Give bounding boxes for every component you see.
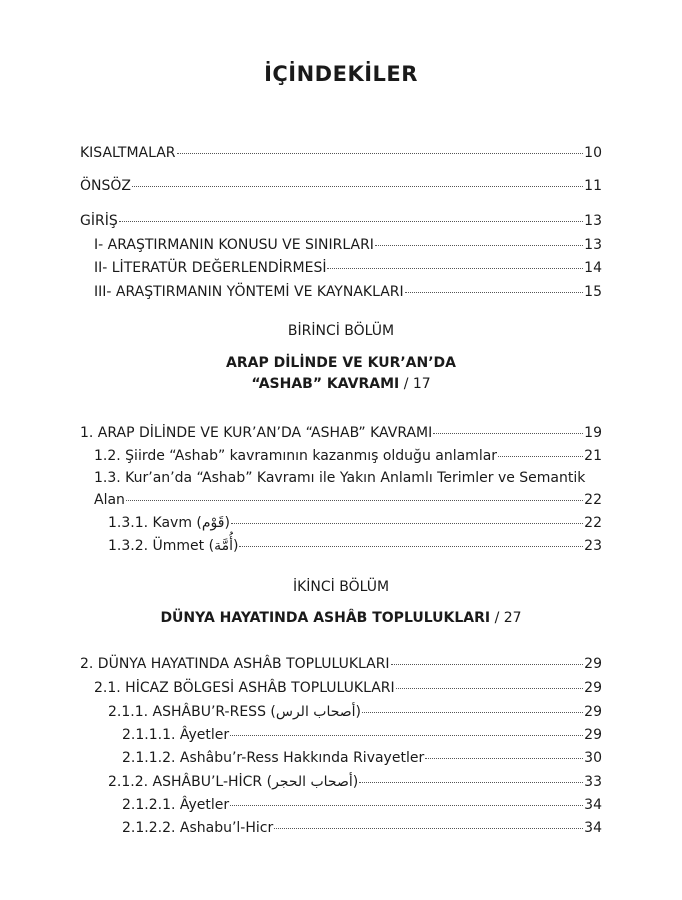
toc-entry-page: 29 — [584, 704, 602, 720]
toc-entry-page: 22 — [584, 492, 602, 508]
toc-entry-1-3-1[interactable] — [108, 513, 602, 533]
arabic-term: (أُمَّة) — [208, 538, 239, 554]
dot-leader — [362, 712, 583, 713]
dot-leader — [405, 292, 584, 293]
toc-entry-page: 29 — [584, 656, 602, 672]
toc-entry-label: II- LİTERATÜR DEĞERLENDİRMESİ — [94, 260, 327, 276]
toc-entry-page: 30 — [584, 750, 602, 766]
toc-entry-2-1[interactable] — [94, 678, 602, 698]
page-title: İÇİNDEKİLER — [264, 62, 418, 86]
toc-entry-page: 29 — [584, 727, 602, 743]
toc-entry-2-1-1-1[interactable] — [122, 725, 602, 745]
toc-entry-onsoz[interactable] — [80, 176, 602, 196]
toc-entry-giris[interactable] — [80, 211, 602, 231]
toc-entry-2-1-1[interactable] — [108, 702, 602, 722]
dot-leader — [498, 456, 583, 457]
dot-leader — [177, 153, 584, 154]
toc-entry-label: 2.1.1. ASHÂBU’R-RESS — [108, 704, 266, 720]
dot-leader — [231, 523, 583, 524]
dot-leader — [375, 245, 583, 246]
toc-entry-page: 22 — [584, 515, 602, 531]
toc-entry-1-3-2[interactable] — [108, 536, 602, 556]
toc-entry-label: GİRİŞ — [80, 213, 118, 229]
toc-entry-yontemi[interactable] — [94, 282, 602, 302]
toc-entry-page: 33 — [584, 774, 602, 790]
toc-entry-page: 34 — [584, 797, 602, 813]
dot-leader — [230, 805, 583, 806]
toc-entry-2-1-2-1[interactable] — [122, 795, 602, 815]
toc-entry-1-2[interactable] — [94, 446, 602, 466]
toc-entry-row — [94, 489, 602, 511]
part1-title-line1 — [0, 353, 682, 373]
toc-entry-label: 1.3.1. Kavm — [108, 515, 192, 531]
toc-entry-page: 10 — [584, 145, 602, 161]
dot-leader — [126, 500, 583, 501]
part2-title-line1 — [0, 608, 682, 628]
toc-entry-label: 1.3. Kur’an’da “Ashab” Kavramı ile Yakın Anlamlı Terimler ve Semantik — [94, 470, 586, 486]
toc-entry-page: 29 — [584, 680, 602, 696]
toc-entry-label: III- ARAŞTIRMANIN YÖNTEMİ VE KAYNAKLARI — [94, 284, 404, 300]
part2-heading: İKİNCİ BÖLÜM — [292, 579, 390, 595]
toc-entry-label: 2.1.1.2. Ashâbu’r-Ress Hakkında Rivayetler — [122, 750, 425, 766]
toc-entry-label: 2. DÜNYA HAYATINDA ASHÂB TOPLULUKLARI — [80, 656, 390, 672]
toc-entry-label: 2.1.2. ASHÂBU’L-HİCR — [108, 774, 263, 790]
toc-entry-label-cont: Alan — [94, 492, 125, 508]
toc-entry-1-3[interactable] — [94, 467, 602, 511]
toc-entry-label: 2.1.1.1. Âyetler — [122, 727, 230, 743]
dot-leader — [239, 546, 583, 547]
toc-entry-page: 23 — [584, 538, 602, 554]
toc-entry-kisaltmalar[interactable] — [80, 143, 602, 163]
dot-leader — [132, 186, 583, 187]
toc-entry-konusu[interactable] — [94, 235, 602, 255]
part1-title-line2 — [0, 374, 682, 394]
toc-entry-page: 13 — [584, 213, 602, 229]
toc-entry-2-1-1-2[interactable] — [122, 748, 602, 768]
toc-entry-page: 34 — [584, 820, 602, 836]
toc-entry-label: KISALTMALAR — [80, 145, 176, 161]
toc-entry-page: 14 — [584, 260, 602, 276]
toc-entry-page: 21 — [584, 448, 602, 464]
arabic-term: (قَوْم) — [196, 515, 230, 531]
part1-title-text: ARAP DİLİNDE VE KUR’AN’DA — [226, 355, 456, 371]
toc-entry-page: 13 — [584, 237, 602, 253]
toc-entry-label: 1.2. Şiirde “Ashab” kavramının kazanmış olduğu anlamlar — [94, 448, 498, 464]
dot-leader — [359, 782, 583, 783]
toc-entry-page: 15 — [584, 284, 602, 300]
dot-leader — [327, 268, 583, 269]
dot-leader — [274, 828, 583, 829]
arabic-term: (أصحاب الرس) — [270, 704, 362, 720]
arabic-term: (أصحاب الحجر) — [266, 774, 359, 790]
toc-entry-label: 2.1. HİCAZ BÖLGESİ ASHÂB TOPLULUKLARI — [94, 680, 395, 696]
dot-leader — [230, 735, 583, 736]
toc-entry-label: 2.1.2.2. Ashabu’l-Hicr — [122, 820, 274, 836]
toc-entry-label: 1.3.2. Ümmet — [108, 538, 205, 554]
part1-title-text: “ASHAB” KAVRAMI — [251, 376, 400, 392]
toc-entry-2-1-2[interactable] — [108, 772, 602, 792]
toc-entry-2[interactable] — [80, 654, 602, 674]
toc-entry-label: 2.1.2.1. Âyetler — [122, 797, 230, 813]
toc-entry-page: 11 — [584, 178, 602, 194]
dot-leader — [396, 688, 584, 689]
part2-title-page: / 27 — [490, 610, 522, 626]
dot-leader — [433, 433, 583, 434]
dot-leader — [391, 664, 584, 665]
dot-leader — [119, 221, 583, 222]
toc-entry-page: 19 — [584, 425, 602, 441]
part1-title-page: / 17 — [399, 376, 431, 392]
toc-entry-1[interactable] — [80, 423, 602, 443]
part1-heading: BİRİNCİ BÖLÜM — [287, 323, 395, 339]
toc-entry-label: 1. ARAP DİLİNDE VE KUR’AN’DA “ASHAB” KAVRAMI — [80, 425, 433, 441]
toc-entry-label: I- ARAŞTIRMANIN KONUSU VE SINIRLARI — [94, 237, 374, 253]
toc-entry-label: ÖNSÖZ — [80, 178, 131, 194]
toc-entry-literatur[interactable] — [94, 258, 602, 278]
dot-leader — [425, 758, 583, 759]
toc-entry-2-1-2-2[interactable] — [122, 818, 602, 838]
part2-title-text: DÜNYA HAYATINDA ASHÂB TOPLULUKLARI — [160, 610, 491, 626]
